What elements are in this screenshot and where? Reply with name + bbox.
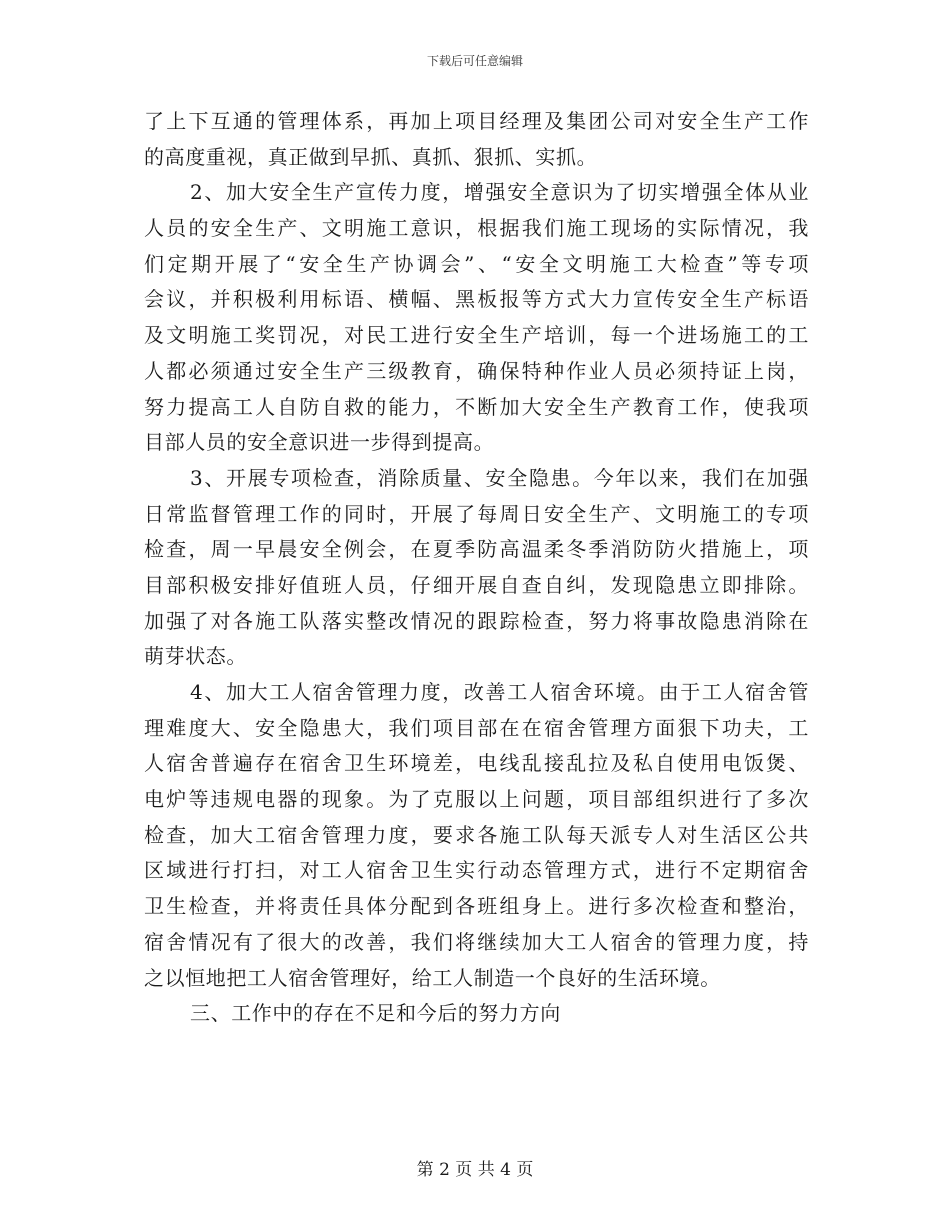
text-line: 理难度大、安全隐患大，我们项目部在在宿舍管理方面狠下功夫，工 (144, 715, 809, 740)
text-line: 努力提高工人自防自救的能力，不断加大安全生产教育工作，使我项 (144, 394, 809, 419)
text-line: 检查，加大工宿舍管理力度，要求各施工队每天派专人对生活区公共 (144, 822, 809, 847)
document-body (144, 104, 809, 1032)
text-line: 会议，并积极利用标语、横幅、黑板报等方式大力宣传安全生产标语 (144, 287, 809, 312)
page-header: 下载后可任意编辑 (426, 54, 523, 68)
text-line: 及文明施工奖罚况，对民工进行安全生产培训，每一个进场施工的工 (144, 323, 809, 348)
text-line: 3、开展专项检查，消除质量、安全隐患。今年以来，我们在加强 (190, 465, 809, 490)
text-line: 人都必须通过安全生产三级教育，确保特种作业人员必须持证上岗， (144, 358, 809, 383)
text-line: 区域进行打扫，对工人宿舍卫生实行动态管理方式，进行不定期宿舍 (144, 858, 809, 883)
text-line: 人宿舍普遍存在宿舍卫生环境差，电线乱接乱拉及私自使用电饭煲、 (144, 751, 809, 776)
text-line: 们定期开展了“安全生产协调会”、“安全文明施工大检查”等专项 (144, 251, 809, 276)
text-line: 萌芽状态。 (144, 644, 247, 669)
page-number-footer: 第 2 页 共 4 页 (416, 1160, 534, 1180)
text-line: 卫生检查，并将责任具体分配到各班组身上。进行多次检查和整治， (144, 894, 809, 919)
text-line: 日常监督管理工作的同时，开展了每周日安全生产、文明施工的专项 (144, 501, 809, 526)
text-line: 目部积极安排好值班人员，仔细开展自查自纠，发现隐患立即排除。 (144, 572, 809, 597)
text-line: 宿舍情况有了很大的改善，我们将继续加大工人宿舍的管理力度，持 (144, 929, 809, 954)
text-line: 2、加大安全生产宣传力度，增强安全意识为了切实增强全体从业 (190, 180, 809, 205)
text-line: 电炉等违规电器的现象。为了克服以上问题，项目部组织进行了多次 (144, 787, 809, 812)
text-line: 之以恒地把工人宿舍管理好，给工人制造一个良好的生活环境。 (144, 965, 721, 990)
text-line: 的高度重视，真正做到早抓、真抓、狠抓、实抓。 (144, 144, 598, 169)
text-line: 检查，周一早晨安全例会，在夏季防高温柔冬季消防防火措施上，项 (144, 537, 809, 562)
text-line: 人员的安全生产、文明施工意识，根据我们施工现场的实际情况，我 (144, 216, 809, 241)
text-line: 4、加大工人宿舍管理力度，改善工人宿舍环境。由于工人宿舍管 (190, 680, 809, 704)
text-line: 三、工作中的存在不足和今后的努力方向 (190, 1001, 561, 1026)
text-line: 目部人员的安全意识进一步得到提高。 (144, 430, 495, 455)
text-line: 了上下互通的管理体系，再加上项目经理及集团公司对安全生产工作 (144, 109, 809, 133)
text-line: 加强了对各施工队落实整改情况的跟踪检查，努力将事故隐患消除在 (144, 608, 809, 633)
